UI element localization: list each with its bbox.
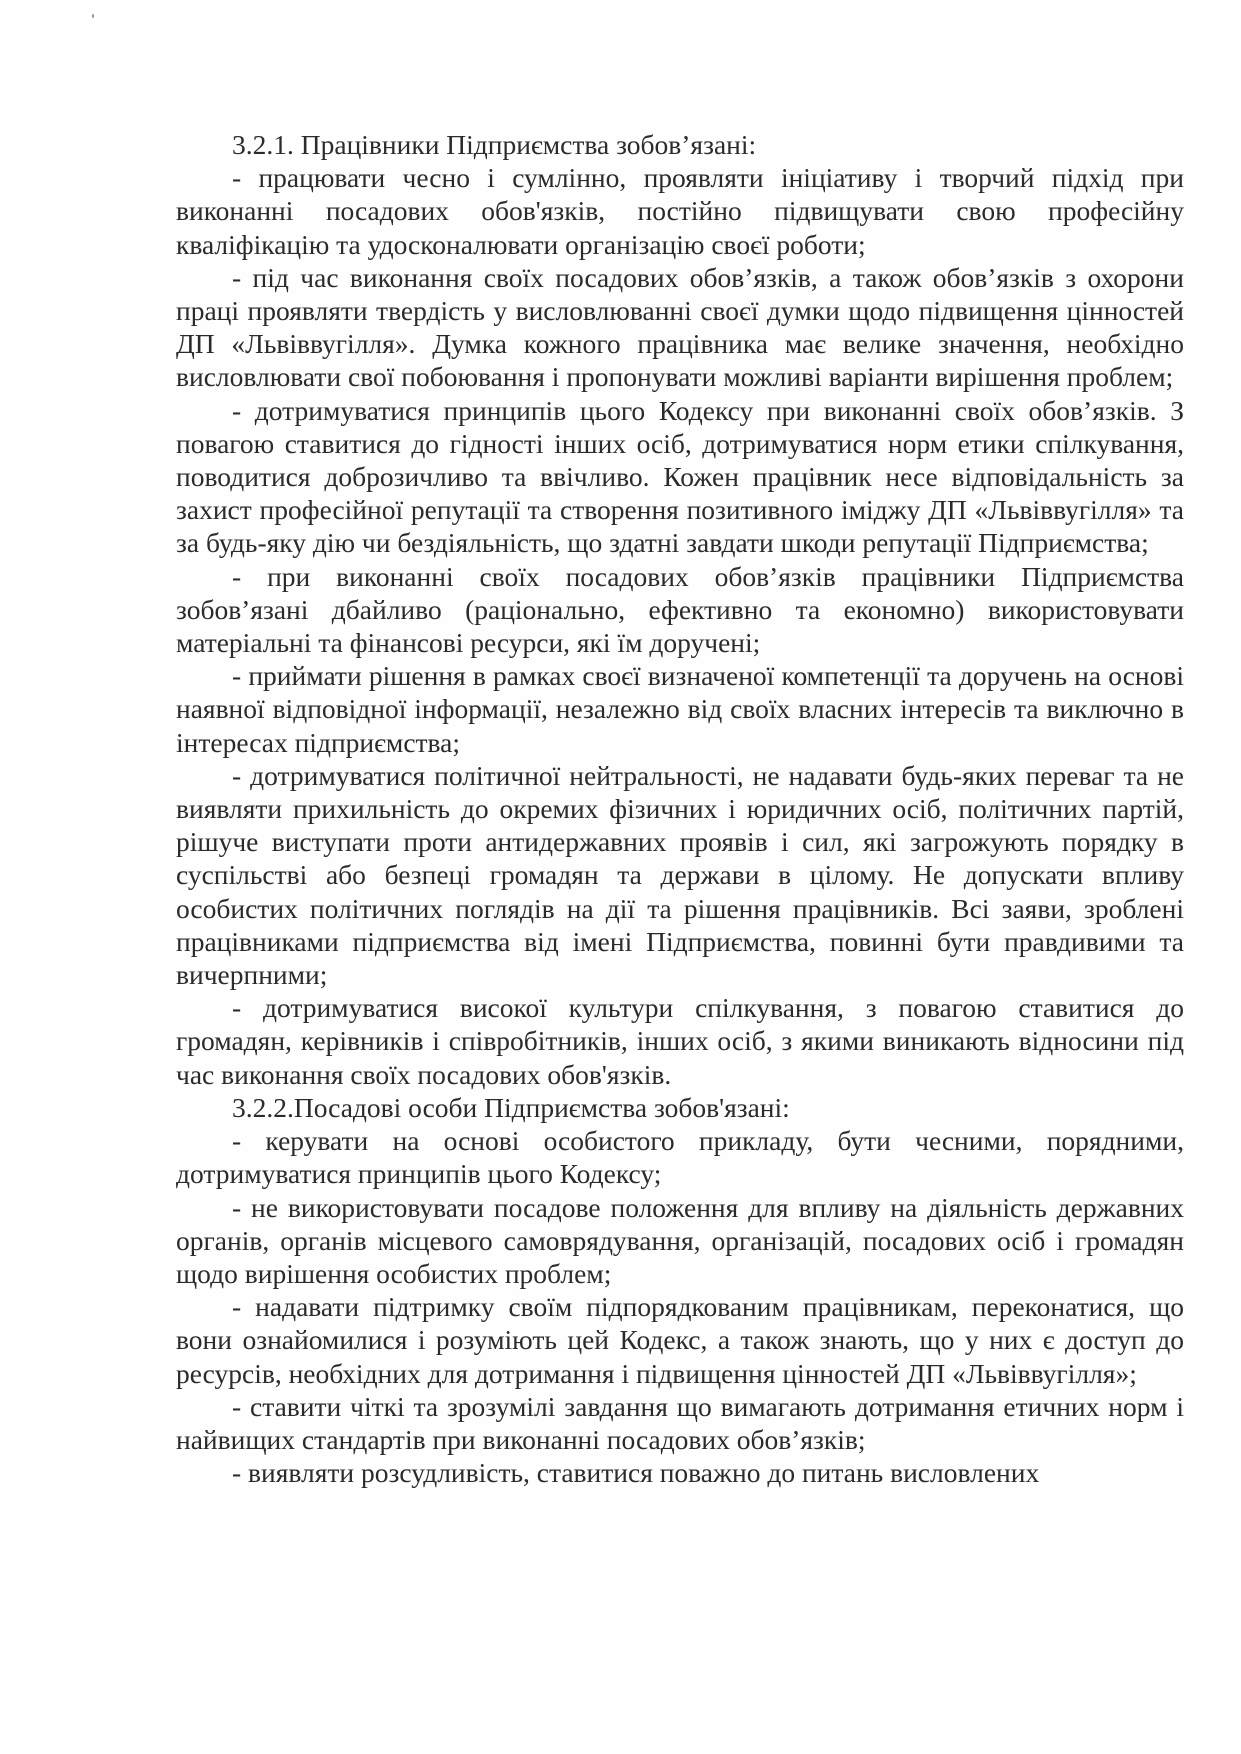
list-item: - надавати підтримку своїм підпорядкованим працівникам, переконатися, що вони ознайомилися і розуміють цей Кодекс, а також знають, що у них є доступ до ресурсів, необхідних для дотримання і підвищення цінностей ДП «Львіввугілля»; bbox=[176, 1291, 1184, 1389]
list-item: - при виконанні своїх посадових обов’язків працівники Підприємства зобов’язані дбайливо (раціонально, ефективно та економно) використовувати матеріальні та фінансові ресурси, які їм доручені; bbox=[176, 560, 1184, 659]
list-item: - керувати на основі особистого прикладу, бути чесними, порядними, дотримуватися принципів цього Кодексу; bbox=[176, 1125, 1184, 1190]
section-heading-3-2-2: 3.2.2.Посадові особи Підприємства зобов'язані: bbox=[232, 1091, 790, 1123]
list-item: - ставити чіткі та зрозумілі завдання що вимагають дотримання етичних норм і найвищих стандартів при виконанні посадових обов’язків; bbox=[176, 1390, 1184, 1455]
section-heading-3-2-1: 3.2.1. Працівники Підприємства зобов’язані: bbox=[232, 129, 757, 160]
list-item: - приймати рішення в рамках своєї визначеної компетенції та доручень на основі наявної відповідної інформації, незалежно від своїх власних інтересів та виключно в інтересах підприємства; bbox=[176, 660, 1184, 758]
list-item: - дотримуватися високої культури спілкування, з повагою ставитися до громадян, керівників і співробітників, інших осіб, з якими виникають відносини під час виконання своїх посадових обов'язків. bbox=[176, 992, 1184, 1090]
document-body bbox=[176, 128, 1184, 1489]
list-item: - виявляти розсудливість, ставитися поважно до питань висловлених bbox=[232, 1457, 1040, 1489]
scan-speck bbox=[92, 14, 94, 18]
list-item: - не використовувати посадове положення для впливу на діяльність державних органів, органів місцевого самоврядування, організацій, посадових осіб і громадян щодо вирішення особистих проблем; bbox=[176, 1191, 1184, 1289]
list-item: - дотримуватися принципів цього Кодексу при виконанні своїх обов’язків. З повагою ставитися до гідності інших осіб, дотримуватися норм етики спілкування, поводитися доброзичливо та ввічливо. Кожен працівник несе відповідальність за захист професійної репутації та створення позитивного іміджу ДП «Львіввугілля» та за будь-яку дію чи бездіяльність, що здатні завдати шкоди репутації Підприємства; bbox=[176, 394, 1184, 559]
list-item: - працювати чесно і сумлінно, проявляти ініціативу і творчий підхід при виконанні посадових обов'язків, постійно підвищувати свою професійну кваліфікацію та удосконалювати організацію своєї роботи; bbox=[176, 162, 1184, 260]
list-item: - під час виконання своїх посадових обов’язків, а також обов’язків з охорони праці проявляти твердість у висловлюванні своєї думки щодо підвищення цінностей ДП «Львіввугілля». Думка кожного працівника має велике значення, необхідно висловлювати свої побоювання і пропонувати можливі варіанти вирішення проблем; bbox=[176, 261, 1184, 393]
list-item: - дотримуватися політичної нейтральності, не надавати будь-яких переваг та не виявляти прихильність до окремих фізичних і юридичних осіб, політичних партій, рішуче виступати проти антидержавних проявів і сил, які загрожують порядку в суспільстві або безпеці громадян та держави в цілому. Не допускати впливу особистих політичних поглядів на дії та рішення працівників. Всі заяви, зроблені працівниками підприємства від імені Підприємства, повинні бути правдивими та вичерпними; bbox=[176, 759, 1184, 991]
